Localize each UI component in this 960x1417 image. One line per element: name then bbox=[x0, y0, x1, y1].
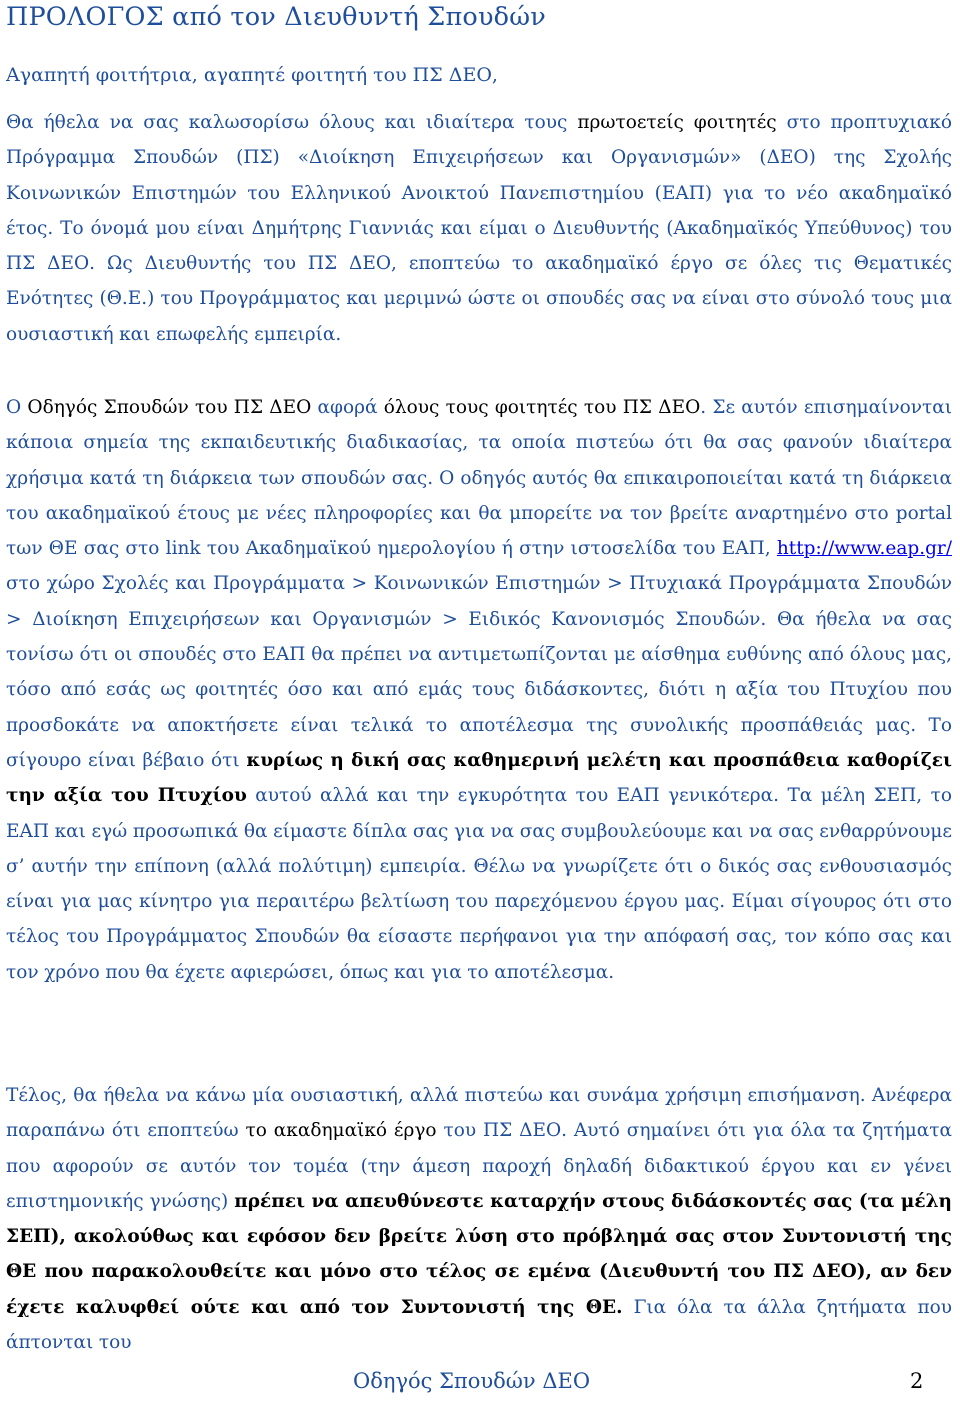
text-run: Ο bbox=[6, 397, 28, 418]
text-run: . Σε αυτόν επισημαίνονται κάποια σημεία της εκπαιδευτικής διαδικασίας, τα οποία πιστεύω ότι θα σας φανούν ιδιαίτερα χρήσιμα κατά τη διάρκεια των σπουδών σας. Ο οδηγός αυτός θα επικαιροποιείται κατά τη διάρκεια του ακαδημαϊκού έτους με νέες πληροφορίες και θα μπορείτε να τον βρείτε αναρτημένο στο portal των ΘΕ σας στο link του Ακαδημαϊκού ημερολογίου ή στην ιστοσελίδα του ΕΑΠ, bbox=[6, 397, 952, 560]
emphasis-study-guide: Οδηγός Σπουδών του ΠΣ ΔΕΟ bbox=[27, 397, 312, 418]
text-run: στο προπτυχιακό Πρόγραμμα Σπουδών (ΠΣ) «Διοίκηση Επιχειρήσεων και Οργανισμών» (ΔΕΟ) της Σχολής Κοινωνικών Επιστημών του Ελληνικού Ανοικτού Πανεπιστημίου (ΕΑΠ) για το νέο ακαδημαϊκό έτος. Το όνομά μου είναι Δημήτρης Γιαννιάς και είμαι ο Διευθυντής (Ακαδημαϊκός Υπεύθυνος) του ΠΣ ΔΕΟ. Ως Διευθυντής του ΠΣ ΔΕΟ, εποπτεύω το ακαδημαϊκό έργο σε όλες τις Θεματικές Ενότητες (Θ.Ε.) του Προγράμματος και μεριμνώ ώστε οι σπουδές σας να είναι στο σύνολό τους μια ουσιαστική και επωφελής εμπειρία. bbox=[6, 112, 952, 345]
greeting-line: Αγαπητή φοιτήτρια, αγαπητέ φοιτητή του ΠΣ ΔΕΟ, bbox=[6, 64, 498, 86]
text-run: του ΠΣ ΔΕΟ. Αυτό σημαίνει ότι για όλα τα ζητήματα που αφορούν σε αυτόν τον τομέα (την άμεση παροχή δηλαδή διδακτικού έργου και εν γένει επιστημονικής γνώσης) bbox=[6, 1120, 952, 1212]
text-run: αυτού αλλά και την εγκυρότητα του ΕΑΠ γενικότερα. Τα μέλη ΣΕΠ, το ΕΑΠ και εγώ προσωπικά θα είμαστε δίπλα σας για να σας συμβουλεύουμε και να σας ενθαρρύνουμε σ’ αυτήν την επίπονη (αλλά πολύτιμη) εμπειρία. Θέλω να γνωρίζετε ότι ο δικός σας ενθουσιασμός είναι για μας κίνητρο για περαιτέρω βελτίωση του παρεχόμενου έργου μας. Είμαι σίγουρος ότι στο τέλος του Προγράμματος Σπουδών θα είσαστε περήφανοι για την απόφασή σας, τον κόπο σας και τον χρόνο που θα έχετε αφιερώσει, όπως και για το αποτέλεσμα. bbox=[6, 785, 952, 983]
page-footer bbox=[6, 1366, 952, 1396]
emphasis-academic-work: το ακαδημαϊκό έργο bbox=[245, 1120, 437, 1142]
text-run: Θα ήθελα να σας καλωσορίσω όλους και ιδιαίτερα τους bbox=[6, 112, 578, 133]
eap-website-link[interactable]: http://www.eap.gr/ bbox=[776, 538, 952, 560]
emphasis-first-year-students: πρωτοετείς φοιτητές bbox=[577, 112, 777, 133]
emphasis-contact-instructions: πρέπει να απευθύνεστε καταρχήν στους διδάσκοντές σας (τα μέλη ΣΕΠ), ακολούθως και εφόσον δεν βρείτε λύση στο πρόβλημά σας στον Συντονιστή της ΘΕ που παρακολουθείτε και μόνο στο τέλος σε εμένα (Διευθυντή του ΠΣ ΔΕΟ), αν δεν έχετε καλυφθεί ούτε και από τον Συντονιστή της ΘΕ. bbox=[6, 1190, 952, 1318]
text-run: Τέλος, θα ήθελα να κάνω μία ουσιαστική, αλλά πιστεύω και συνάμα χρήσιμη επισήμανση. Ανέφερα παραπάνω ότι εποπτεύω bbox=[6, 1085, 952, 1142]
text-run: Για όλα τα άλλα ζητήματα που άπτονται του bbox=[6, 1296, 952, 1354]
emphasis-daily-study: κυρίως η δική σας καθημερινή μελέτη και προσπάθεια καθορίζει την αξία του Πτυχίου bbox=[6, 749, 953, 807]
paragraph-welcome bbox=[6, 105, 952, 352]
text-run: στο χώρο Σχολές και Προγράμματα > Κοινωνικών Επιστημών > Πτυχιακά Προγράμματα Σπουδών > Διοίκηση Επιχειρήσεων και Οργανισμών > Ειδικός Κανονισμός Σπουδών. Θα ήθελα να σας τονίσω ότι οι σπουδές στο ΕΑΠ θα πρέπει να αντιμετωπίζονται με αίσθημα ευθύνης από όλους μας, τόσο από εσάς ως φοιτητές όσο και από εμάς τους διδάσκοντες, διότι η αξία του Πτυχίου που προσδοκάτε να αποκτήσετε είναι τελικά το αποτέλεσμα της συνολικής προσπάθειάς μας. Το σίγουρο είναι βέβαιο ότι bbox=[6, 573, 952, 771]
page-number: 2 bbox=[910, 1369, 924, 1393]
emphasis-all-students: όλους τους φοιτητές του ΠΣ ΔΕΟ bbox=[383, 397, 701, 418]
paragraph-study-guide bbox=[6, 390, 952, 990]
page-title: ΠΡΟΛΟΓΟΣ από τον Διευθυντή Σπουδών bbox=[6, 2, 546, 32]
paragraph-contact-order bbox=[6, 1078, 952, 1360]
footer-title: Οδηγός Σπουδών ΔΕΟ bbox=[353, 1369, 591, 1393]
text-run: αφορά bbox=[311, 397, 384, 418]
